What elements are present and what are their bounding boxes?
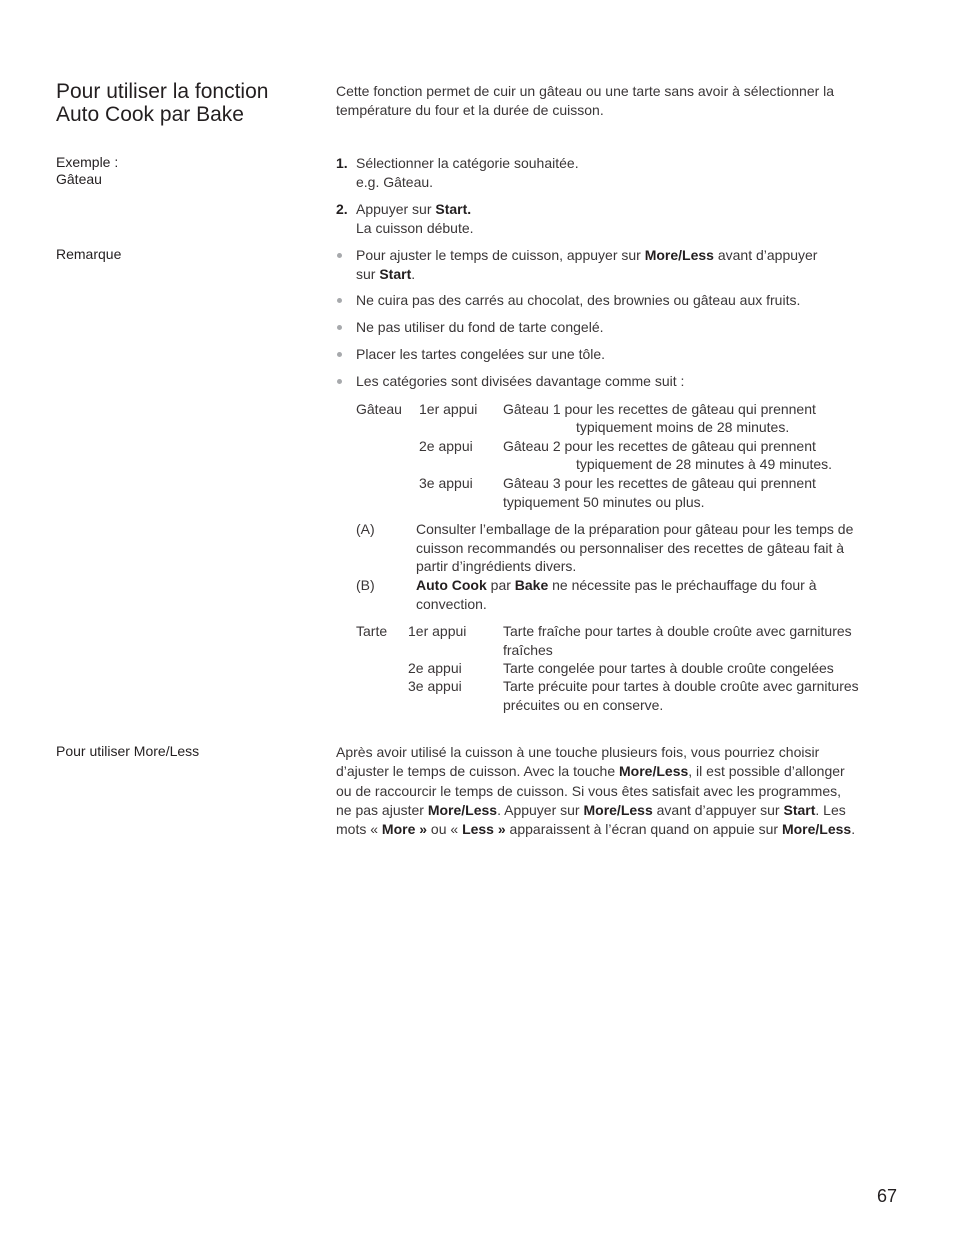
footnote-b-mid: par [486,577,515,593]
tarte-press-1: 1er appui [408,623,467,639]
tarte-desc-3-line-1: Tarte précuite pour tartes à double croûte avec garnitures [503,678,859,694]
footnote-a-line-1: Consulter l’emballage de la préparation pour gâteau pour les temps de [416,521,854,537]
ml-l5e: apparaissent à l’écran quand on appuie sur [505,821,782,838]
gateau-category: Gâteau [356,401,402,417]
tarte-category: Tarte [356,623,388,639]
footnote-a-mark: (A) [356,521,375,537]
step-2-number: 2. [336,201,348,217]
more-less-line-2 [336,762,855,781]
gateau-desc-2-line-1: Gâteau 2 pour les recettes de gâteau qui prennent [503,438,816,454]
note-1-line-2 [356,265,817,284]
tarte-desc-3 [503,677,859,714]
footnote-a-line-2: cuisson recommandés ou personnaliser des recettes de gâteau fait à [416,539,845,556]
title-line-2: Auto Cook par Bake [56,103,244,126]
gateau-desc-2-line-2: typiquement de 28 minutes à 49 minutes. [576,456,833,472]
ml-l4g: . Les [815,801,846,818]
tarte-desc-1-line-2: fraîches [503,641,553,658]
more-less-line-3: ou de raccourcir le temps de cuisson. Si vous êtes satisfait avec les programmes, [336,782,841,799]
tarte-desc-1-line-1: Tarte fraîche pour tartes à double croûte avec garnitures [503,623,852,639]
bullet-icon [337,352,342,357]
ml-l4f: Start [783,801,816,818]
step-2-pre: Appuyer sur [356,201,436,217]
step-2 [356,200,474,237]
note-1-more-less: More/Less [644,247,714,263]
ml-l4e: avant d’appuyer sur [652,801,784,818]
step-2-line-2: La cuisson débute. [356,219,474,236]
step-1-line-2: e.g. Gâteau. [356,173,434,190]
ml-l5g: . [851,821,856,838]
footnote-b-line-1 [416,576,817,595]
footnote-b-auto-cook: Auto Cook [416,577,487,593]
ml-l4a: ne pas ajuster [336,801,428,818]
footnote-b-post: ne nécessite pas le préchauffage du four à [548,577,817,593]
footnote-b-bake: Bake [514,577,549,593]
tarte-desc-1 [503,622,852,659]
gateau-desc-3-line-2: typiquement 50 minutes ou plus. [503,494,705,510]
label-exemple-text: Exemple : [56,154,119,170]
bullet-icon [337,379,342,384]
tarte-desc-3-line-2: précuites ou en conserve. [503,696,664,713]
ml-l2a: d’ajuster le temps de cuisson. Avec la touche [336,763,620,780]
label-gateau-text: Gâteau [56,171,102,187]
more-less-line-5 [336,820,855,839]
gateau-press-1: 1er appui [419,401,478,417]
note-1-start: Start [379,265,412,282]
gateau-desc-1-line-2: typiquement moins de 28 minutes. [576,419,790,435]
ml-l5d: Less » [462,821,506,838]
note-1 [356,246,817,283]
tarte-desc-2: Tarte congelée pour tartes à double croûte congelées [503,660,834,676]
more-less-line-1: Après avoir utilisé la cuisson à une touche plusieurs fois, vous pourriez choisir [336,744,820,760]
ml-l4c: . Appuyer sur [497,801,584,818]
tarte-press-2: 2e appui [408,660,462,676]
gateau-desc-3-line-1: Gâteau 3 pour les recettes de gâteau qui prennent [503,475,816,491]
label-more-less: Pour utiliser More/Less [56,743,200,759]
footnote-b-line-2: convection. [416,595,487,612]
ml-l5c: ou « [427,821,463,838]
gateau-press-3: 3e appui [419,475,473,491]
page-number: 67 [876,1186,897,1206]
gateau-desc-1-line-1: Gâteau 1 pour les recettes de gâteau qui prennent [503,401,816,417]
footnote-a [416,520,853,576]
note-1-pre2: sur [356,265,380,282]
tarte-press-3: 3e appui [408,678,462,694]
note-1-pre: Pour ajuster le temps de cuisson, appuyer sur [356,247,645,263]
more-less-paragraph [336,743,855,839]
ml-l2c: , il est possible d’allonger [688,763,845,780]
note-5: Les catégories sont divisées davantage comme suit : [356,373,685,389]
step-1-number: 1. [336,155,348,171]
bullet-icon [337,298,342,303]
bullet-icon [337,325,342,330]
note-1-post: . [411,265,416,282]
ml-l5f: More/Less [781,821,852,838]
note-1-mid: avant d’appuyer [713,247,818,263]
footnote-b-mark: (B) [356,577,375,593]
note-3: Ne pas utiliser du fond de tarte congelé. [356,319,604,335]
ml-l5b: More » [381,821,428,838]
note-2: Ne cuira pas des carrés au chocolat, des brownies ou gâteau aux fruits. [356,292,801,308]
label-remarque: Remarque [56,246,122,262]
footnote-a-line-3: partir d’ingrédients divers. [416,558,577,574]
intro-line-1: Cette fonction permet de cuir un gâteau ou une tarte sans avoir à sélectionner la [336,83,835,99]
step-1-line-1: Sélectionner la catégorie souhaitée. [356,155,579,171]
step-1 [356,154,579,191]
title-line-1: Pour utiliser la fonction [56,80,269,103]
note-1-line-1 [356,246,817,265]
more-less-line-4 [336,801,855,820]
page-title [56,80,268,126]
bullet-icon [337,253,342,258]
step-2-start-key: Start. [435,201,472,217]
footnote-b [416,576,817,613]
intro-line-2: température du four et la durée de cuisson. [336,101,604,118]
ml-l2b: More/Less [619,763,689,780]
note-4: Placer les tartes congelées sur une tôle. [356,346,606,362]
ml-l5a: mots « [336,821,382,838]
ml-l4d: More/Less [583,801,653,818]
label-exemple [56,154,118,188]
gateau-press-2: 2e appui [419,438,473,454]
step-2-line-1 [356,200,474,219]
intro-paragraph [336,82,834,119]
ml-l4b: More/Less [427,801,498,818]
